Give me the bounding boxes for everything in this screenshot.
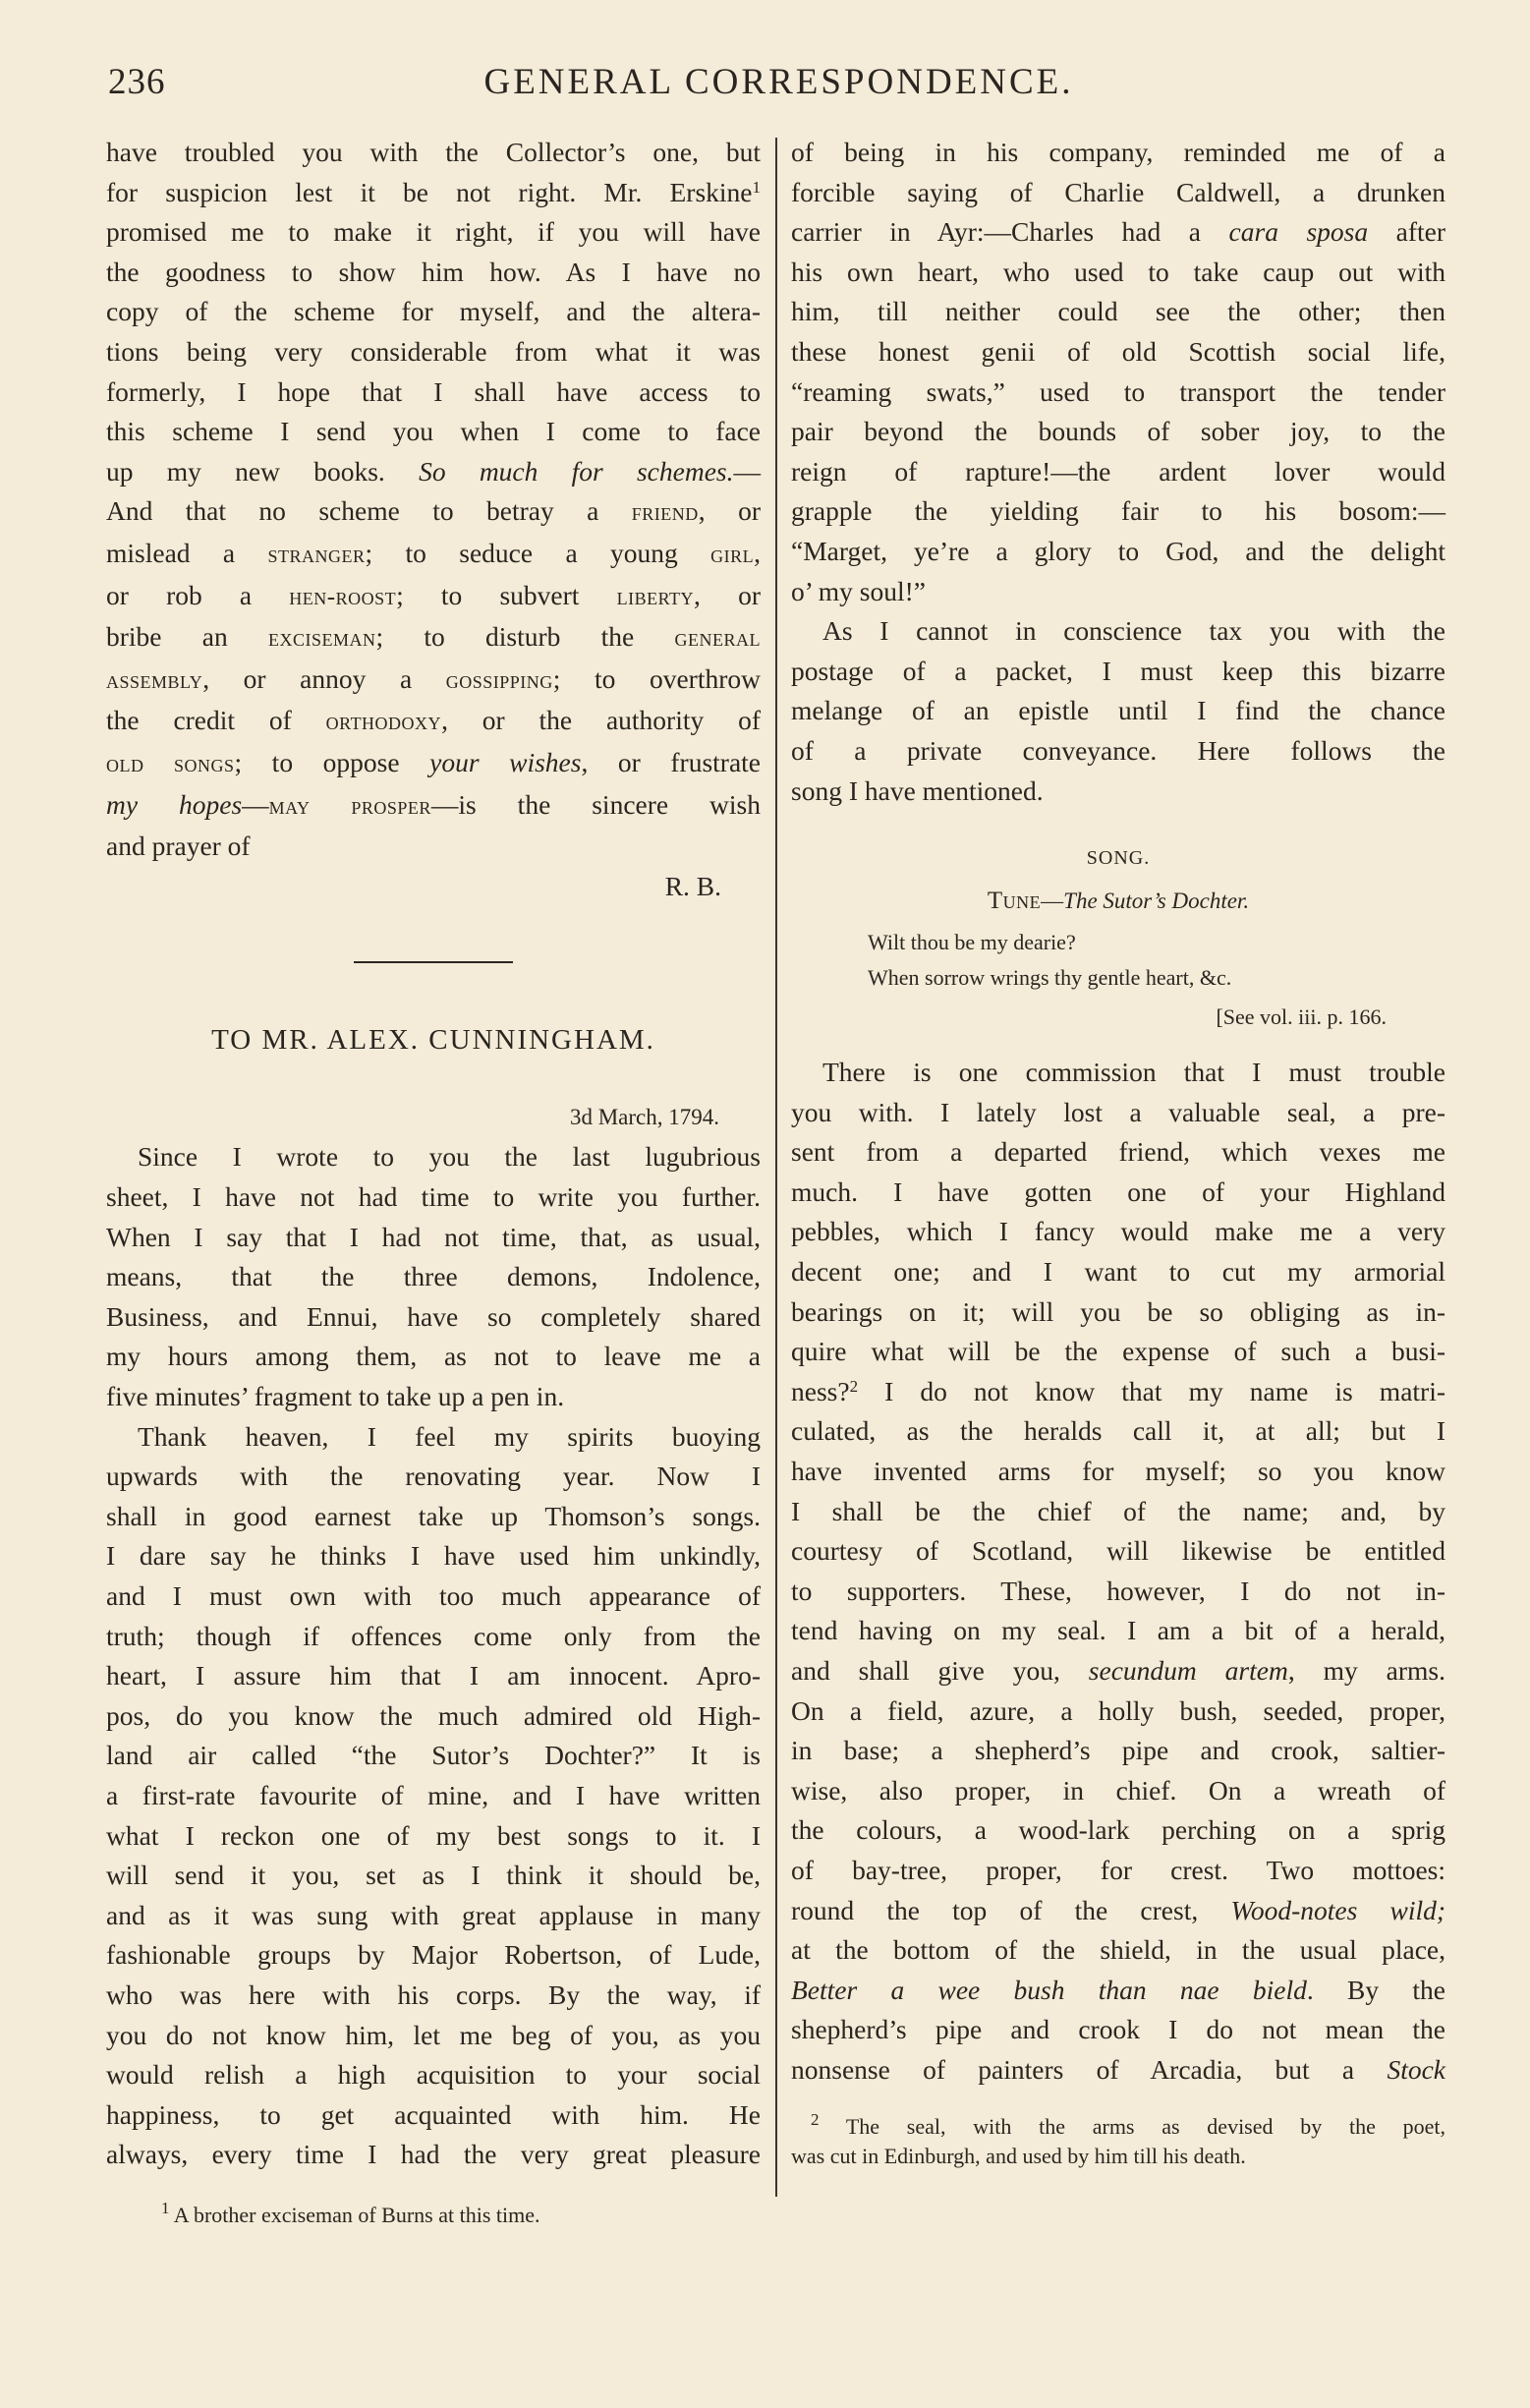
- footnote-ref-1: 1: [752, 177, 761, 197]
- text-line: postage of a packet, I must keep this bizarre: [791, 655, 1445, 686]
- text-line: reign of rapture!—the ardent lover would: [791, 455, 1445, 487]
- text-line: bearings on it; will you be so obliging as in-: [791, 1295, 1445, 1327]
- verse-line: Wilt thou be my dearie?: [868, 930, 1076, 955]
- text-line: the colours, a wood-lark perching on a sprig: [791, 1814, 1445, 1846]
- text-line: pair beyond the bounds of sober joy, to the: [791, 416, 1445, 447]
- footnote-ref-2: 2: [849, 1376, 859, 1396]
- footnote-marker: 1: [161, 2198, 170, 2217]
- paragraph: [791, 133, 1445, 611]
- verse-line: When sorrow wrings thy gentle heart, &c.: [868, 965, 1232, 991]
- left-column: [106, 133, 761, 2230]
- text-line: Business, and Ennui, have so completely shared: [106, 1300, 761, 1332]
- text-line: tions being very considerable from what it was: [106, 335, 761, 367]
- text-line: you do not know him, let me beg of you, as you: [106, 2019, 761, 2050]
- text-line: always, every time I had the very great pleasure: [106, 2139, 761, 2170]
- text-line: pebbles, which I fancy would make me a very: [791, 1216, 1445, 1247]
- text-line: his own heart, who used to take caup out with: [791, 256, 1445, 287]
- text-line: There is one commission that I must trouble: [822, 1057, 1445, 1088]
- text-line: song I have mentioned.: [791, 774, 1044, 806]
- text-line: tend having on my seal. I am a bit of a herald,: [791, 1615, 1445, 1646]
- text-line: melange of an epistle until I find the chance: [791, 695, 1445, 726]
- letter-heading: TO MR. ALEX. CUNNINGHAM.: [211, 1024, 655, 1057]
- text-line: copy of the scheme for myself, and the altera-: [106, 296, 761, 327]
- text-line: shepherd’s pipe and crook I do not mean the: [791, 2014, 1445, 2045]
- text-line: bribe an exciseman; to disturb the general: [106, 621, 761, 653]
- text-line: I shall be the chief of the name; and, by: [791, 1495, 1445, 1526]
- text-line: nonsense of painters of Arcadia, but a Stock: [791, 2053, 1445, 2085]
- text-line: carrier in Ayr:—Charles had a cara sposa after: [791, 216, 1446, 248]
- text-line: Better a wee bush than nae bield. By the: [791, 1974, 1445, 2005]
- letter-closing-paragraph: [106, 133, 761, 867]
- paragraph: [791, 1053, 1445, 2090]
- text-line: heart, I assure him that I am innocent. Apro-: [106, 1660, 761, 1691]
- tune-line: Tune—The Sutor’s Dochter.: [987, 888, 1250, 915]
- text-line: and as it was sung with great applause in many: [106, 1899, 761, 1930]
- text-line: assembly, or annoy a gossipping; to overthrow: [106, 662, 761, 694]
- running-title: GENERAL CORRESPONDENCE.: [483, 62, 1074, 102]
- section-divider: [354, 961, 513, 963]
- text-line: I dare say he thinks I have used him unkindly,: [106, 1540, 761, 1572]
- text-line: “Marget, ye’re a glory to God, and the delight: [791, 535, 1445, 566]
- text-line: truth; though if offences come only from the: [106, 1620, 761, 1651]
- text-line: who was here with his corps. By the way, if: [106, 1978, 761, 2010]
- text-line: wise, also proper, in chief. On a wreath of: [791, 1774, 1445, 1806]
- text-line: up my new books. So much for schemes.—: [106, 455, 761, 487]
- text-line: five minutes’ fragment to take up a pen in.: [106, 1381, 565, 1412]
- text-line: of being in his company, reminded me of a: [791, 137, 1445, 167]
- text-line: promised me to make it right, if you will have: [106, 216, 761, 248]
- text-line: upwards with the renovating year. Now I: [106, 1461, 761, 1492]
- page-header: [108, 61, 1449, 110]
- text-line: shall in good earnest take up Thomson’s songs.: [106, 1500, 761, 1531]
- signature: R. B.: [664, 870, 721, 901]
- text-line: On a field, azure, a holly bush, seeded, proper,: [791, 1694, 1445, 1726]
- text-line: culated, as the heralds call it, at all; but I: [791, 1415, 1445, 1447]
- text-line: quire what will be the expense of such a busi-: [791, 1336, 1445, 1367]
- text-line: my hopes—may prosper—is the sincere wish: [106, 788, 761, 820]
- text-line: and I must own with too much appearance of: [106, 1580, 761, 1611]
- text-line: to supporters. These, however, I do not in-: [791, 1575, 1445, 1606]
- text-line: ness?$^2$ I do not know that my name is matri-: [791, 1375, 1445, 1406]
- text-line: for suspicion lest it be not right. Mr. Erskine$^1$: [106, 176, 761, 207]
- text-line: sent from a departed friend, which vexes me: [791, 1136, 1445, 1168]
- text-line: forcible saying of Charlie Caldwell, a drunken: [791, 176, 1445, 207]
- text-line: land air called “the Sutor’s Dochter?” It is: [106, 1740, 761, 1771]
- paragraph: [106, 1137, 761, 1416]
- text-line: in base; a shepherd’s pipe and crook, saltier-: [791, 1735, 1445, 1766]
- text-line: will send it you, set as I think it should be,: [106, 1860, 761, 1891]
- text-line: “reaming swats,” used to transport the tender: [791, 375, 1445, 407]
- text-line: or rob a hen-roost; to subvert liberty, or: [106, 579, 761, 610]
- text-line: a first-rate favourite of mine, and I have written: [106, 1779, 761, 1810]
- text-line: have invented arms for myself; so you know: [791, 1456, 1445, 1487]
- footnote-text: A brother exciseman of Burns at this time.: [173, 2202, 540, 2227]
- text-line: pos, do you know the much admired old High-: [106, 1699, 761, 1731]
- text-line: When I say that I had not time, that, as usual,: [106, 1221, 761, 1252]
- footnote-text: was cut in Edinburgh, and used by him till his death.: [791, 2143, 1246, 2168]
- footnote-1: [106, 2198, 761, 2230]
- text-line: Since I wrote to you the last lugubrious: [138, 1141, 761, 1173]
- text-line: round the top of the crest, Wood-notes wild;: [791, 1894, 1446, 1925]
- text-line: fashionable groups by Major Robertson, of Lude,: [106, 1939, 761, 1971]
- text-line: at the bottom of the shield, in the usual place,: [791, 1934, 1445, 1966]
- footnote-text: $^2$ The seal, with the arms as devised by the poet,: [811, 2109, 1445, 2139]
- text-line: formerly, I hope that I shall have access to: [106, 375, 761, 407]
- text-line: would relish a high acquisition to your social: [106, 2059, 761, 2091]
- text-line: the goodness to show him how. As I have no: [106, 256, 761, 287]
- text-line: and shall give you, secundum artem, my arms.: [791, 1655, 1445, 1686]
- text-line: what I reckon one of my best songs to it. I: [106, 1819, 761, 1851]
- text-line: courtesy of Scotland, will likewise be entitled: [791, 1535, 1445, 1567]
- column-divider: [775, 138, 777, 2197]
- text-line: grapple the yielding fair to his bosom:—: [791, 495, 1445, 527]
- text-line: As I cannot in conscience tax you with the: [822, 615, 1445, 647]
- text-line: have troubled you with the Collector’s one, but: [106, 137, 761, 167]
- text-line: much. I have gotten one of your Highland: [791, 1175, 1445, 1207]
- paragraph: [106, 1417, 761, 2175]
- volume-reference: [See vol. iii. p. 166.: [1216, 1004, 1387, 1030]
- text-line: of a private conveyance. Here follows the: [791, 734, 1445, 766]
- text-line: happiness, to get acquainted with him. He: [106, 2098, 761, 2130]
- text-line: you with. I lately lost a valuable seal, a pre-: [791, 1096, 1445, 1127]
- text-line: And that no scheme to betray a friend, or: [106, 495, 761, 527]
- text-line: sheet, I have not had time to write you further.: [106, 1181, 761, 1213]
- page-number: 236: [108, 62, 166, 102]
- text-line: decent one; and I want to cut my armorial: [791, 1256, 1445, 1288]
- text-line: this scheme I send you when I come to face: [106, 416, 761, 447]
- text-line: Thank heaven, I feel my spirits buoying: [138, 1420, 761, 1452]
- letter-date: 3d March, 1794.: [569, 1104, 719, 1129]
- text-line: and prayer of: [106, 831, 251, 862]
- text-line: my hours among them, as not to leave me a: [106, 1341, 761, 1372]
- text-line: old songs; to oppose your wishes, or frustrate: [106, 746, 762, 777]
- text-line: mislead a stranger; to seduce a young girl,: [106, 537, 762, 568]
- text-line: o’ my soul!”: [791, 575, 926, 606]
- text-line: means, that the three demons, Indolence,: [106, 1261, 761, 1292]
- song-heading: SONG.: [1086, 847, 1151, 870]
- paragraph: [791, 611, 1445, 811]
- text-line: the credit of orthodoxy, or the authority of: [106, 705, 761, 736]
- right-column: [791, 133, 1445, 2171]
- text-line: him, till neither could see the other; then: [791, 296, 1445, 327]
- text-line: of bay-tree, proper, for crest. Two mottoes:: [791, 1854, 1445, 1885]
- text-line: these honest genii of old Scottish social life,: [791, 335, 1445, 367]
- footnote-marker: 2: [811, 2109, 820, 2129]
- footnote-2: [791, 2109, 1445, 2171]
